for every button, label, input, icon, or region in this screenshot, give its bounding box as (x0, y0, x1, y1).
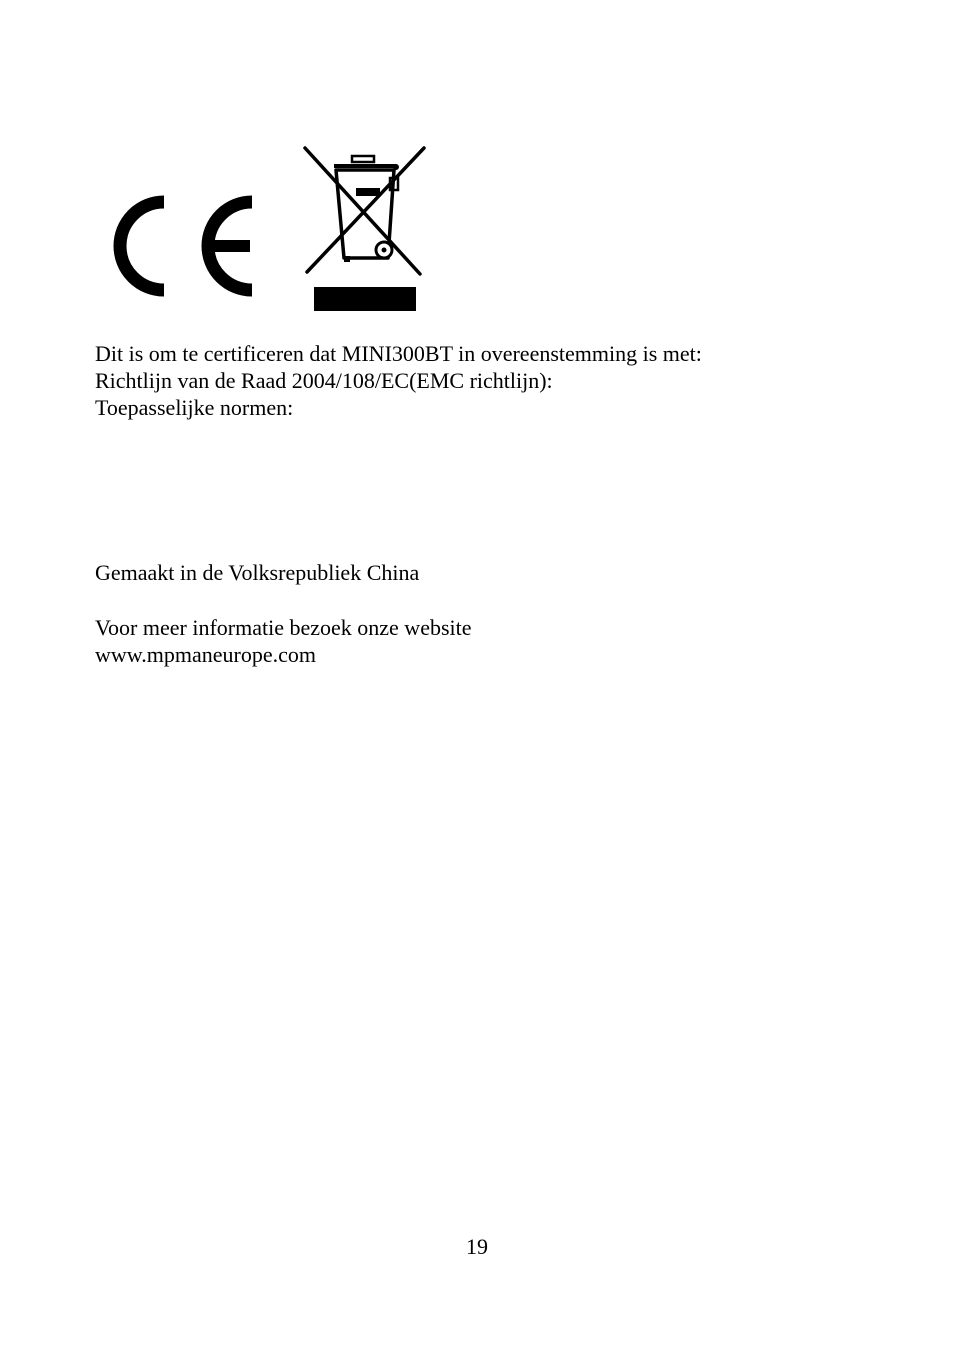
made-in-line: Gemaakt in de Volksrepubliek China (95, 560, 420, 585)
ce-mark-icon (100, 188, 260, 304)
directive-line: Richtlijn van de Raad 2004/108/EC(EMC richtlijn): (95, 368, 553, 393)
certification-statement: Dit is om te certificeren dat MINI300BT in overeenstemming is met: (95, 341, 702, 366)
standards-label: Toepasselijke normen: (95, 395, 294, 420)
crossed-out-wheelie-bin-icon (296, 140, 430, 314)
page-number: 19 (466, 1234, 488, 1259)
more-info-line: Voor meer informatie bezoek onze website (95, 615, 472, 640)
certification-marks (0, 0, 954, 330)
website-link[interactable]: www.mpmaneurope.com (95, 642, 316, 667)
